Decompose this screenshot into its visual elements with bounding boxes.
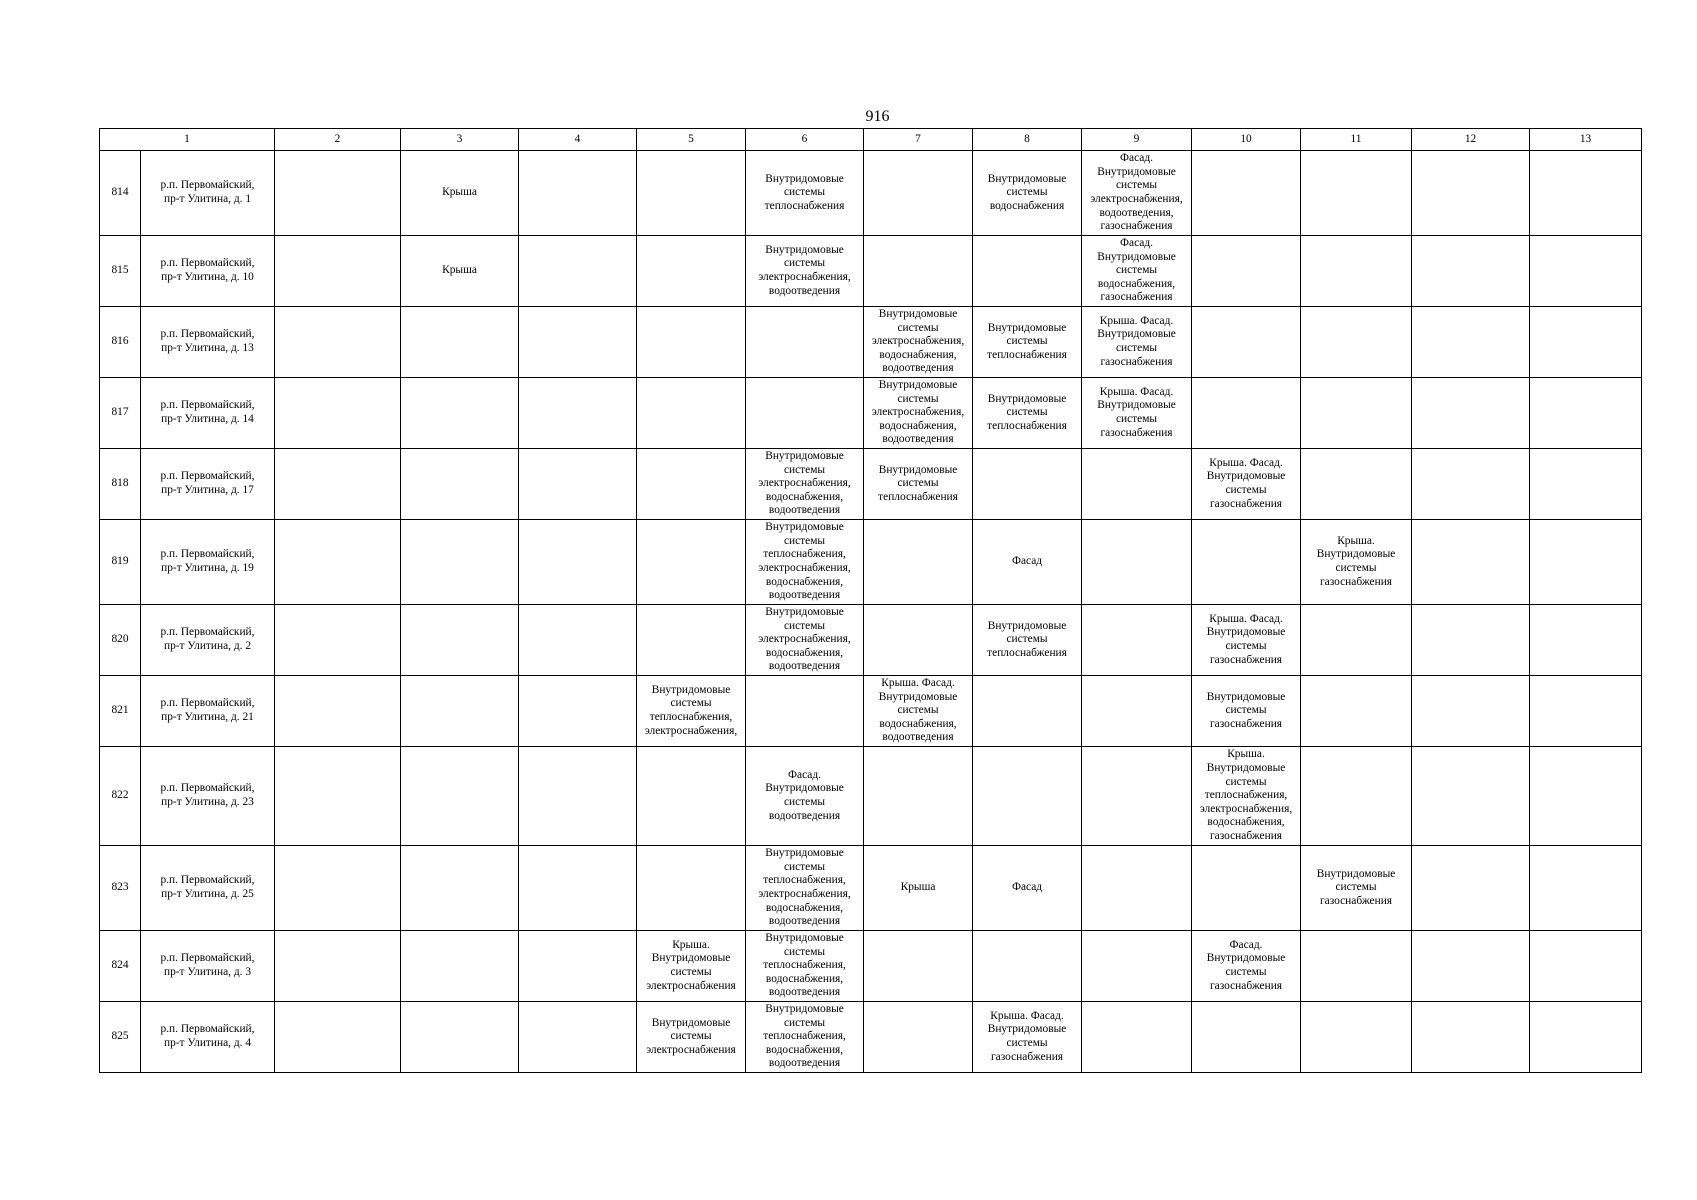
work-cell-col-13 [1530, 151, 1642, 236]
work-cell-col-13 [1530, 520, 1642, 605]
work-cell-col-9 [1082, 676, 1192, 747]
work-cell-col-3 [401, 449, 519, 520]
work-cell-col-4 [519, 378, 637, 449]
address-cell [141, 846, 275, 931]
work-cell-col-6 [746, 378, 864, 449]
work-cell-col-5 [637, 846, 746, 931]
work-text: Внутридомовые системы теплоснабжения [764, 172, 845, 212]
column-header: 12 [1412, 129, 1530, 151]
table-row [100, 236, 1642, 307]
work-cell-col-12 [1412, 520, 1530, 605]
work-cell-col-8 [973, 236, 1082, 307]
column-header: 2 [275, 129, 401, 151]
row-number-cell: 822 [100, 747, 141, 846]
table-row [100, 931, 1642, 1002]
work-cell-col-6 [746, 449, 864, 520]
work-cell-col-4 [519, 846, 637, 931]
work-cell-col-12 [1412, 1002, 1530, 1073]
work-cell-col-5 [637, 378, 746, 449]
work-cell-col-6 [746, 931, 864, 1002]
work-cell-col-8 [973, 605, 1082, 676]
work-cell-col-10 [1192, 236, 1301, 307]
work-cell-col-2 [275, 236, 401, 307]
work-cell-col-7 [864, 520, 973, 605]
address-cell [141, 378, 275, 449]
row-number-cell: 819 [100, 520, 141, 605]
work-cell-col-10 [1192, 307, 1301, 378]
work-cell-col-11 [1301, 1002, 1412, 1073]
work-cell-col-9 [1082, 151, 1192, 236]
work-cell-col-9 [1082, 1002, 1192, 1073]
work-cell-col-5 [637, 605, 746, 676]
table-row [100, 747, 1642, 846]
work-text: Крыша. Фасад. Внутридомовые системы газоснабжения [1097, 385, 1176, 439]
work-cell-col-12 [1412, 236, 1530, 307]
work-cell-col-5 [637, 1002, 746, 1073]
work-cell-col-7 [864, 449, 973, 520]
address-text: р.п. Первомайский, пр-т Улитина, д. 17 [160, 470, 255, 496]
work-cell-col-4 [519, 151, 637, 236]
work-cell-col-7 [864, 931, 973, 1002]
work-cell-col-6 [746, 236, 864, 307]
work-cell-col-7 [864, 747, 973, 846]
work-cell-col-8 [973, 676, 1082, 747]
address-cell [141, 449, 275, 520]
work-cell-col-3 [401, 1002, 519, 1073]
work-cell-col-10 [1192, 846, 1301, 931]
work-cell-col-3 [401, 605, 519, 676]
work-cell-col-8 [973, 1002, 1082, 1073]
work-cell-col-10 [1192, 931, 1301, 1002]
work-cell-col-6 [746, 846, 864, 931]
table-row [100, 378, 1642, 449]
table-row [100, 676, 1642, 747]
address-cell [141, 747, 275, 846]
column-header: 4 [519, 129, 637, 151]
address-text: р.п. Первомайский, пр-т Улитина, д. 21 [160, 697, 255, 723]
work-text: Внутридомовые системы газоснабжения [1316, 867, 1396, 907]
address-cell [141, 151, 275, 236]
work-cell-col-3 [401, 236, 519, 307]
table-row [100, 846, 1642, 931]
column-header: 7 [864, 129, 973, 151]
work-text: Крыша. Фасад. Внутридомовые системы газоснабжения [1206, 612, 1286, 666]
work-cell-col-13 [1530, 931, 1642, 1002]
work-cell-col-2 [275, 449, 401, 520]
work-cell-col-6 [746, 520, 864, 605]
column-header: 8 [973, 129, 1082, 151]
work-cell-col-7 [864, 307, 973, 378]
row-number-cell: 820 [100, 605, 141, 676]
work-cell-col-8 [973, 846, 1082, 931]
work-cell-col-11 [1301, 931, 1412, 1002]
table-row [100, 520, 1642, 605]
work-cell-col-13 [1530, 307, 1642, 378]
work-cell-col-2 [275, 378, 401, 449]
work-cell-col-10 [1192, 151, 1301, 236]
address-text: р.п. Первомайский, пр-т Улитина, д. 2 [160, 626, 255, 652]
table-row [100, 151, 1642, 236]
row-number-cell: 818 [100, 449, 141, 520]
work-cell-col-5 [637, 747, 746, 846]
work-cell-col-12 [1412, 676, 1530, 747]
work-text: Внутридомовые системы теплоснабжения, водоснабжения, водоотведения [763, 932, 846, 999]
work-cell-col-9 [1082, 378, 1192, 449]
work-cell-col-11 [1301, 307, 1412, 378]
address-text: р.п. Первомайский, пр-т Улитина, д. 1 [160, 179, 255, 205]
work-text: Крыша [442, 264, 477, 277]
row-number-cell: 814 [100, 151, 141, 236]
work-cell-col-7 [864, 236, 973, 307]
work-cell-col-2 [275, 605, 401, 676]
work-cell-col-2 [275, 676, 401, 747]
work-cell-col-5 [637, 676, 746, 747]
work-text: Крыша. Внутридомовые системы электроснабжения [646, 938, 736, 992]
work-cell-col-10 [1192, 449, 1301, 520]
column-header: 13 [1530, 129, 1642, 151]
work-cell-col-3 [401, 747, 519, 846]
work-text: Фасад [1011, 555, 1043, 568]
work-cell-col-2 [275, 846, 401, 931]
work-cell-col-12 [1412, 605, 1530, 676]
work-text: Фасад. Внутридомовые системы газоснабжения [1206, 938, 1286, 992]
work-schedule-table [99, 128, 1642, 1073]
work-cell-col-9 [1082, 931, 1192, 1002]
work-cell-col-12 [1412, 378, 1530, 449]
work-cell-col-4 [519, 1002, 637, 1073]
work-text: Внутридомовые системы теплоснабжения [987, 619, 1067, 659]
address-cell [141, 307, 275, 378]
work-cell-col-13 [1530, 449, 1642, 520]
work-cell-col-3 [401, 846, 519, 931]
work-cell-col-3 [401, 520, 519, 605]
work-text: Внутридомовые системы газоснабжения [1206, 690, 1286, 730]
work-cell-col-8 [973, 378, 1082, 449]
work-cell-col-5 [637, 449, 746, 520]
work-cell-col-2 [275, 931, 401, 1002]
work-cell-col-4 [519, 449, 637, 520]
work-cell-col-10 [1192, 747, 1301, 846]
work-cell-col-4 [519, 236, 637, 307]
work-cell-col-9 [1082, 307, 1192, 378]
work-text: Внутридомовые системы теплоснабжения, электроснабжения, водоснабжения, водоотведения [758, 847, 851, 928]
column-header: 10 [1192, 129, 1301, 151]
work-cell-col-10 [1192, 605, 1301, 676]
work-cell-col-2 [275, 520, 401, 605]
work-text: Фасад. Внутридомовые системы электроснабжения, водоотведения, газоснабжения [1090, 152, 1183, 233]
work-cell-col-11 [1301, 520, 1412, 605]
work-cell-col-4 [519, 747, 637, 846]
work-cell-col-11 [1301, 747, 1412, 846]
work-cell-col-5 [637, 236, 746, 307]
work-cell-col-7 [864, 378, 973, 449]
work-cell-col-12 [1412, 449, 1530, 520]
work-cell-col-10 [1192, 1002, 1301, 1073]
work-text: Крыша. Фасад. Внутридомовые системы газоснабжения [987, 1009, 1067, 1063]
work-text: Крыша. Фасад. Внутридомовые системы водоснабжения, водоотведения [878, 677, 958, 744]
work-cell-col-13 [1530, 747, 1642, 846]
work-cell-col-5 [637, 931, 746, 1002]
work-cell-col-6 [746, 676, 864, 747]
work-text: Фасад [1011, 881, 1043, 894]
work-cell-col-3 [401, 931, 519, 1002]
row-number-cell: 817 [100, 378, 141, 449]
row-number-cell: 821 [100, 676, 141, 747]
column-header: 3 [401, 129, 519, 151]
work-text: Внутридомовые системы теплоснабжения [987, 321, 1067, 361]
work-cell-col-10 [1192, 676, 1301, 747]
work-cell-col-8 [973, 151, 1082, 236]
work-cell-col-11 [1301, 151, 1412, 236]
work-cell-col-9 [1082, 520, 1192, 605]
work-cell-col-5 [637, 307, 746, 378]
work-cell-col-2 [275, 151, 401, 236]
work-cell-col-13 [1530, 676, 1642, 747]
column-header: 6 [746, 129, 864, 151]
work-cell-col-9 [1082, 747, 1192, 846]
table-row [100, 605, 1642, 676]
work-cell-col-9 [1082, 605, 1192, 676]
work-cell-col-4 [519, 676, 637, 747]
work-cell-col-11 [1301, 449, 1412, 520]
row-number-cell: 824 [100, 931, 141, 1002]
column-header: 9 [1082, 129, 1192, 151]
work-text: Внутридомовые системы водоснабжения [987, 172, 1067, 212]
work-cell-col-13 [1530, 1002, 1642, 1073]
page-number: 916 [865, 108, 890, 125]
work-cell-col-5 [637, 520, 746, 605]
row-number-cell: 825 [100, 1002, 141, 1073]
work-cell-col-6 [746, 605, 864, 676]
address-text: р.п. Первомайский, пр-т Улитина, д. 3 [160, 952, 255, 978]
work-cell-col-6 [746, 1002, 864, 1073]
work-cell-col-2 [275, 307, 401, 378]
table-row [100, 1002, 1642, 1073]
work-text: Крыша. Фасад. Внутридомовые системы газоснабжения [1206, 456, 1286, 510]
work-cell-col-7 [864, 151, 973, 236]
work-text: Крыша [900, 881, 936, 894]
work-cell-col-13 [1530, 846, 1642, 931]
work-cell-col-11 [1301, 846, 1412, 931]
address-cell [141, 931, 275, 1002]
work-cell-col-7 [864, 1002, 973, 1073]
work-cell-col-4 [519, 520, 637, 605]
work-cell-col-11 [1301, 605, 1412, 676]
work-text: Внутридомовые системы теплоснабжения [878, 463, 958, 503]
work-cell-col-12 [1412, 931, 1530, 1002]
work-cell-col-4 [519, 931, 637, 1002]
work-text: Внутридомовые системы теплоснабжения [987, 392, 1067, 432]
work-text: Внутридомовые системы электроснабжения, водоснабжения, водоотведения [758, 606, 851, 673]
row-number-cell: 823 [100, 846, 141, 931]
work-cell-col-7 [864, 605, 973, 676]
work-cell-col-9 [1082, 449, 1192, 520]
work-cell-col-7 [864, 676, 973, 747]
table-row [100, 307, 1642, 378]
work-cell-col-4 [519, 605, 637, 676]
work-text: Внутридомовые системы электроснабжения [646, 1016, 736, 1056]
work-cell-col-6 [746, 151, 864, 236]
work-text: Внутридомовые системы теплоснабжения, электроснабжения, [644, 683, 738, 737]
work-text: Внутридомовые системы теплоснабжения, водоснабжения, водоотведения [763, 1003, 846, 1070]
work-cell-col-2 [275, 1002, 401, 1073]
work-cell-col-12 [1412, 307, 1530, 378]
work-cell-col-13 [1530, 378, 1642, 449]
address-text: р.п. Первомайский, пр-т Улитина, д. 19 [160, 548, 255, 574]
work-cell-col-11 [1301, 236, 1412, 307]
table-row [100, 449, 1642, 520]
work-cell-col-6 [746, 747, 864, 846]
work-text: Внутридомовые системы электроснабжения, водоснабжения, водоотведения [871, 308, 965, 375]
work-cell-col-11 [1301, 378, 1412, 449]
work-text: Внутридомовые системы электроснабжения, водоснабжения, водоотведения [758, 450, 851, 517]
address-text: р.п. Первомайский, пр-т Улитина, д. 13 [160, 328, 255, 354]
address-cell [141, 1002, 275, 1073]
address-text: р.п. Первомайский, пр-т Улитина, д. 23 [160, 782, 255, 808]
work-text: Внутридомовые системы теплоснабжения, электроснабжения, водоснабжения, водоотведения [758, 521, 851, 602]
work-cell-col-5 [637, 151, 746, 236]
work-cell-col-7 [864, 846, 973, 931]
address-cell [141, 236, 275, 307]
work-cell-col-8 [973, 520, 1082, 605]
row-number-cell: 816 [100, 307, 141, 378]
work-cell-col-8 [973, 307, 1082, 378]
work-text: Внутридомовые системы электроснабжения, водоснабжения, водоотведения [871, 379, 965, 446]
work-cell-col-4 [519, 307, 637, 378]
work-cell-col-9 [1082, 846, 1192, 931]
work-cell-col-3 [401, 378, 519, 449]
column-header: 5 [637, 129, 746, 151]
work-text: Крыша. Внутридомовые системы газоснабжения [1316, 534, 1396, 588]
work-text: Крыша. Фасад. Внутридомовые системы газоснабжения [1097, 314, 1176, 368]
work-cell-col-12 [1412, 846, 1530, 931]
work-cell-col-3 [401, 307, 519, 378]
work-cell-col-3 [401, 151, 519, 236]
work-cell-col-10 [1192, 378, 1301, 449]
work-cell-col-12 [1412, 747, 1530, 846]
work-text: Внутридомовые системы электроснабжения, водоотведения [758, 243, 851, 297]
work-cell-col-10 [1192, 520, 1301, 605]
address-cell [141, 520, 275, 605]
work-cell-col-13 [1530, 605, 1642, 676]
address-cell [141, 676, 275, 747]
work-cell-col-3 [401, 676, 519, 747]
work-text: Крыша [442, 186, 477, 199]
work-cell-col-11 [1301, 676, 1412, 747]
work-cell-col-6 [746, 307, 864, 378]
address-text: р.п. Первомайский, пр-т Улитина, д. 10 [160, 257, 255, 283]
address-cell [141, 605, 275, 676]
address-text: р.п. Первомайский, пр-т Улитина, д. 25 [160, 874, 255, 900]
work-cell-col-8 [973, 931, 1082, 1002]
column-header: 11 [1301, 129, 1412, 151]
address-text: р.п. Первомайский, пр-т Улитина, д. 4 [160, 1023, 255, 1049]
work-text: Фасад. Внутридомовые системы водоотведения [765, 768, 844, 822]
work-cell-col-13 [1530, 236, 1642, 307]
address-text: р.п. Первомайский, пр-т Улитина, д. 14 [160, 399, 255, 425]
work-text: Фасад. Внутридомовые системы водоснабжения, газоснабжения [1097, 237, 1176, 304]
work-text: Крыша. Внутридомовые системы теплоснабжения, электроснабжения, водоснабжения, газоснабжения [1199, 748, 1293, 842]
work-cell-col-12 [1412, 151, 1530, 236]
work-cell-col-8 [973, 747, 1082, 846]
work-cell-col-2 [275, 747, 401, 846]
header-row [100, 129, 1642, 151]
work-cell-col-9 [1082, 236, 1192, 307]
work-cell-col-8 [973, 449, 1082, 520]
column-header: 1 [100, 129, 275, 151]
row-number-cell: 815 [100, 236, 141, 307]
